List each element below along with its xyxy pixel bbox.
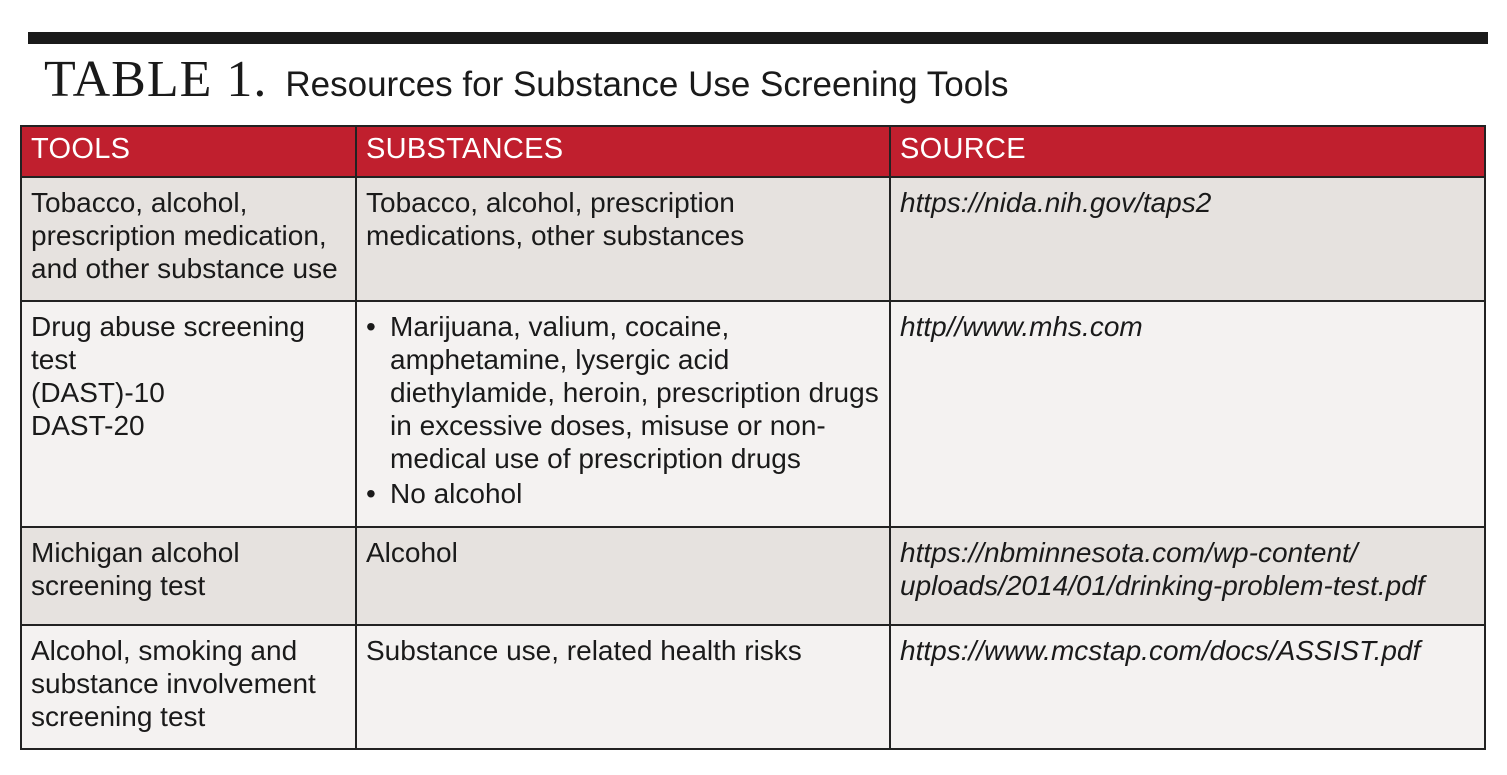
source-cell bbox=[890, 625, 1485, 749]
tools-cell bbox=[21, 625, 356, 749]
cell-line: (DAST)-10 bbox=[31, 377, 165, 408]
cell-line: test bbox=[31, 344, 77, 375]
substances-cell bbox=[356, 177, 890, 301]
cell-line: medications, other substances bbox=[366, 220, 745, 251]
substances-list bbox=[366, 310, 880, 510]
header-substances: SUBSTANCES bbox=[356, 126, 890, 177]
list-item: • Marijuana, valium, cocaine, amphetamine, lysergic acid diethylamide, heroin, prescription drugs in excessive doses, misuse or non-medical use of prescription drugs bbox=[366, 310, 880, 475]
source-link[interactable]: https://nida.nih.gov/taps2 bbox=[900, 187, 1212, 218]
substances-cell bbox=[356, 301, 890, 527]
substances-cell bbox=[356, 527, 890, 625]
tools-cell bbox=[21, 527, 356, 625]
cell-line: prescription medication, bbox=[31, 220, 327, 251]
tools-cell bbox=[21, 301, 356, 527]
cell-line: Alcohol, smoking and bbox=[31, 635, 298, 666]
source-link[interactable]: https://nbminnesota.com/wp-content/ bbox=[900, 537, 1358, 568]
source-link[interactable]: https://www.mcstap.com/docs/ASSIST.pdf bbox=[900, 635, 1421, 666]
cell-line: screening test bbox=[31, 570, 206, 601]
table-title bbox=[44, 50, 1009, 108]
source-cell bbox=[890, 527, 1485, 625]
cell-line: DAST-20 bbox=[31, 410, 145, 441]
header-tools: TOOLS bbox=[21, 126, 356, 177]
top-rule bbox=[28, 32, 1488, 44]
source-link[interactable]: uploads/2014/01/drinking-problem-test.pdf bbox=[900, 570, 1425, 601]
table-row bbox=[21, 177, 1485, 301]
header-row bbox=[21, 126, 1485, 177]
table-row bbox=[21, 527, 1485, 625]
table-row bbox=[21, 301, 1485, 527]
substances-cell bbox=[356, 625, 890, 749]
cell-line: Michigan alcohol bbox=[31, 537, 240, 568]
cell-line: Tobacco, alcohol, prescription bbox=[366, 187, 735, 218]
tools-cell bbox=[21, 177, 356, 301]
cell-line: Substance use, related health risks bbox=[366, 635, 802, 666]
cell-line: Alcohol bbox=[366, 537, 458, 568]
cell-line: screening test bbox=[31, 701, 206, 732]
header-source: SOURCE bbox=[890, 126, 1485, 177]
source-cell bbox=[890, 301, 1485, 527]
table-number: TABLE 1. bbox=[44, 51, 268, 108]
cell-line: Drug abuse screening bbox=[31, 311, 305, 342]
source-link[interactable]: http//www.mhs.com bbox=[900, 311, 1143, 342]
cell-line: substance involvement bbox=[31, 668, 316, 699]
cell-line: Tobacco, alcohol, bbox=[31, 187, 248, 218]
cell-line: and other substance use bbox=[31, 253, 338, 284]
list-item: • No alcohol bbox=[366, 477, 880, 510]
source-cell bbox=[890, 177, 1485, 301]
table-row bbox=[21, 625, 1485, 749]
resources-table bbox=[20, 125, 1486, 750]
table-caption: Resources for Substance Use Screening Tools bbox=[285, 65, 1009, 104]
